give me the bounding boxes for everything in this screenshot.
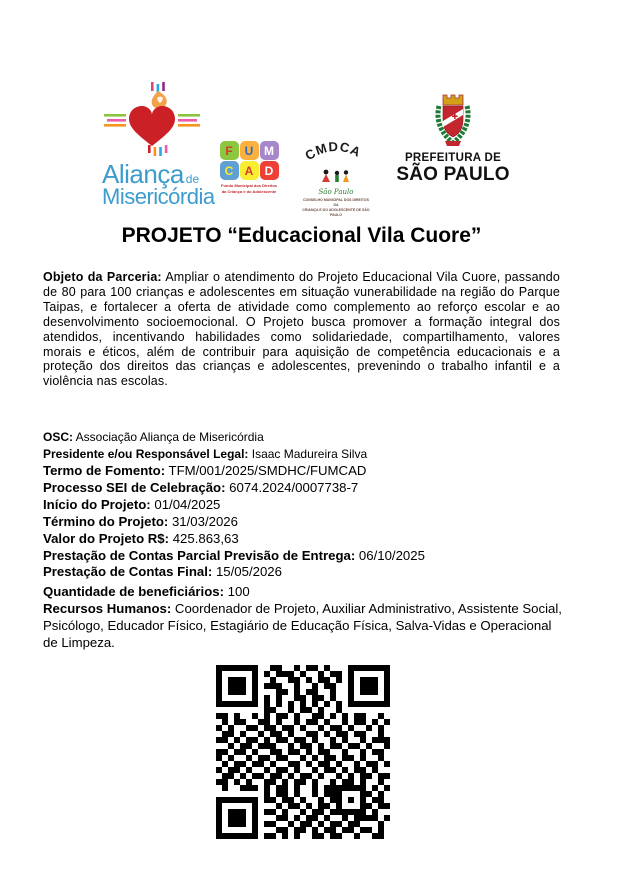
details-list: [43, 429, 563, 652]
paragraph-label: Objeto da Parceria:: [43, 270, 162, 284]
fumcad-puzzle-piece: M: [260, 141, 279, 160]
fumcad-puzzle-piece: D: [260, 161, 279, 180]
fumcad-logo: [216, 141, 282, 194]
detail-row: [43, 463, 563, 480]
detail-label: Valor do Projeto R$:: [43, 530, 170, 546]
cmdca-logo: [301, 140, 371, 218]
cmdca-arc-title: [301, 140, 371, 164]
fumcad-puzzle-piece: A: [240, 161, 259, 180]
detail-label: Termo de Fomento:: [43, 463, 166, 478]
detail-value: 100: [224, 584, 250, 600]
detail-value: Isaac Madureira Silva: [248, 447, 368, 461]
qr-code: [216, 665, 390, 839]
fumcad-caption-line1: Fundo Municipal dos Direitos: [221, 183, 277, 188]
paragraph-text: Ampliar o atendimento do Projeto Educacional Vila Cuore, passando de 80 para 100 crianças e adolescentes em situação vunerabilidade na região do Parque Taipas, e fortalecer a oferta de atividade como complemento ao reforço escolar e ao desenvolvimento socioemocional. O Projeto busca promover a formação integral dos atendidos, incentivando habilidades como solidariedade, compartilhamento, valores morais e éticos, além de contribuir para aquisição de competência educacionais e a proteção dos direitos das crianças e adolescentes, prevenindo o trabalho infantil e a violência nas escolas.: [43, 270, 560, 389]
alianca-misericordia-logo: [98, 82, 222, 207]
detail-row: [43, 584, 563, 601]
cmdca-caption-line1: CONSELHO MUNICIPAL DOS DIREITOS DA: [303, 198, 369, 207]
project-object-paragraph: [43, 270, 560, 389]
alianca-name-line2: Misericórdia: [102, 183, 215, 209]
detail-value: Associação Aliança de Misericórdia: [73, 430, 264, 444]
sao-paulo-crest-icon: [431, 93, 475, 149]
alianca-logo-text: [102, 159, 222, 209]
fumcad-caption-line2: da Criança e do Adolescente: [221, 188, 277, 194]
detail-row: [43, 531, 563, 548]
page-title: PROJETO “Educacional Vila Cuore”: [121, 224, 482, 247]
fumcad-puzzle-piece: U: [240, 141, 259, 160]
detail-value: 15/05/2026: [212, 564, 282, 580]
prefeitura-text-line1: PREFEITURA DE: [404, 152, 502, 164]
cmdca-children-icon: [319, 169, 353, 184]
detail-label: Recursos Humanos:: [43, 601, 172, 617]
prefeitura-text-line2: SÃO PAULO: [396, 164, 510, 185]
fumcad-puzzle-piece: F: [220, 141, 239, 160]
alianca-name-line1: Aliança: [102, 159, 184, 189]
detail-value: 06/10/2025: [355, 547, 425, 563]
prefeitura-sao-paulo-logo: [392, 93, 514, 186]
detail-row: [43, 429, 563, 446]
detail-row: [43, 548, 563, 565]
detail-value: 425.863,63: [169, 530, 239, 546]
sacred-heart-cross-icon: [98, 82, 220, 156]
detail-value: 31/03/2026: [168, 513, 238, 529]
detail-label: Processo SEI de Celebração:: [43, 479, 226, 495]
detail-label: Presidente e/ou Responsável Legal:: [43, 447, 249, 461]
detail-label: Prestação de Contas Final:: [43, 564, 213, 580]
detail-value: 01/04/2025: [150, 496, 221, 512]
detail-row: [43, 601, 563, 652]
fumcad-puzzle-icon: [216, 141, 282, 180]
detail-row: [43, 564, 563, 581]
detail-value: TFM/001/2025/SMDHC/FUMCAD: [165, 463, 367, 478]
alianca-name-suffix: de: [185, 172, 200, 186]
detail-value: Coordenador de Projeto, Auxiliar Administrativo, Assistente Social, Psicólogo, Educador Físico, Estagiário de Educação Física, Salva-Vidas e Operacional de Limpeza.: [43, 601, 562, 651]
detail-label: Início do Projeto:: [43, 496, 151, 512]
svg-text:CMDCA: [302, 140, 363, 163]
detail-label: OSC:: [43, 430, 73, 444]
detail-label: Prestação de Contas Parcial Previsão de Entrega:: [43, 547, 356, 563]
detail-value: 6074.2024/0007738-7: [225, 479, 359, 495]
detail-label: Quantidade de beneficiários:: [43, 584, 224, 600]
detail-row: [43, 497, 563, 514]
cmdca-arc-text: CMDCA: [302, 140, 364, 164]
fumcad-puzzle-piece: C: [220, 161, 239, 180]
detail-row: [43, 446, 563, 463]
detail-row: [43, 480, 563, 497]
detail-label: Término do Projeto:: [43, 513, 169, 529]
cmdca-script-text: São Paulo: [318, 188, 354, 196]
detail-row: [43, 514, 563, 531]
cmdca-caption-line2: CRIANÇA E DO ADOLESCENTE DE SÃO PAULO: [302, 207, 370, 217]
